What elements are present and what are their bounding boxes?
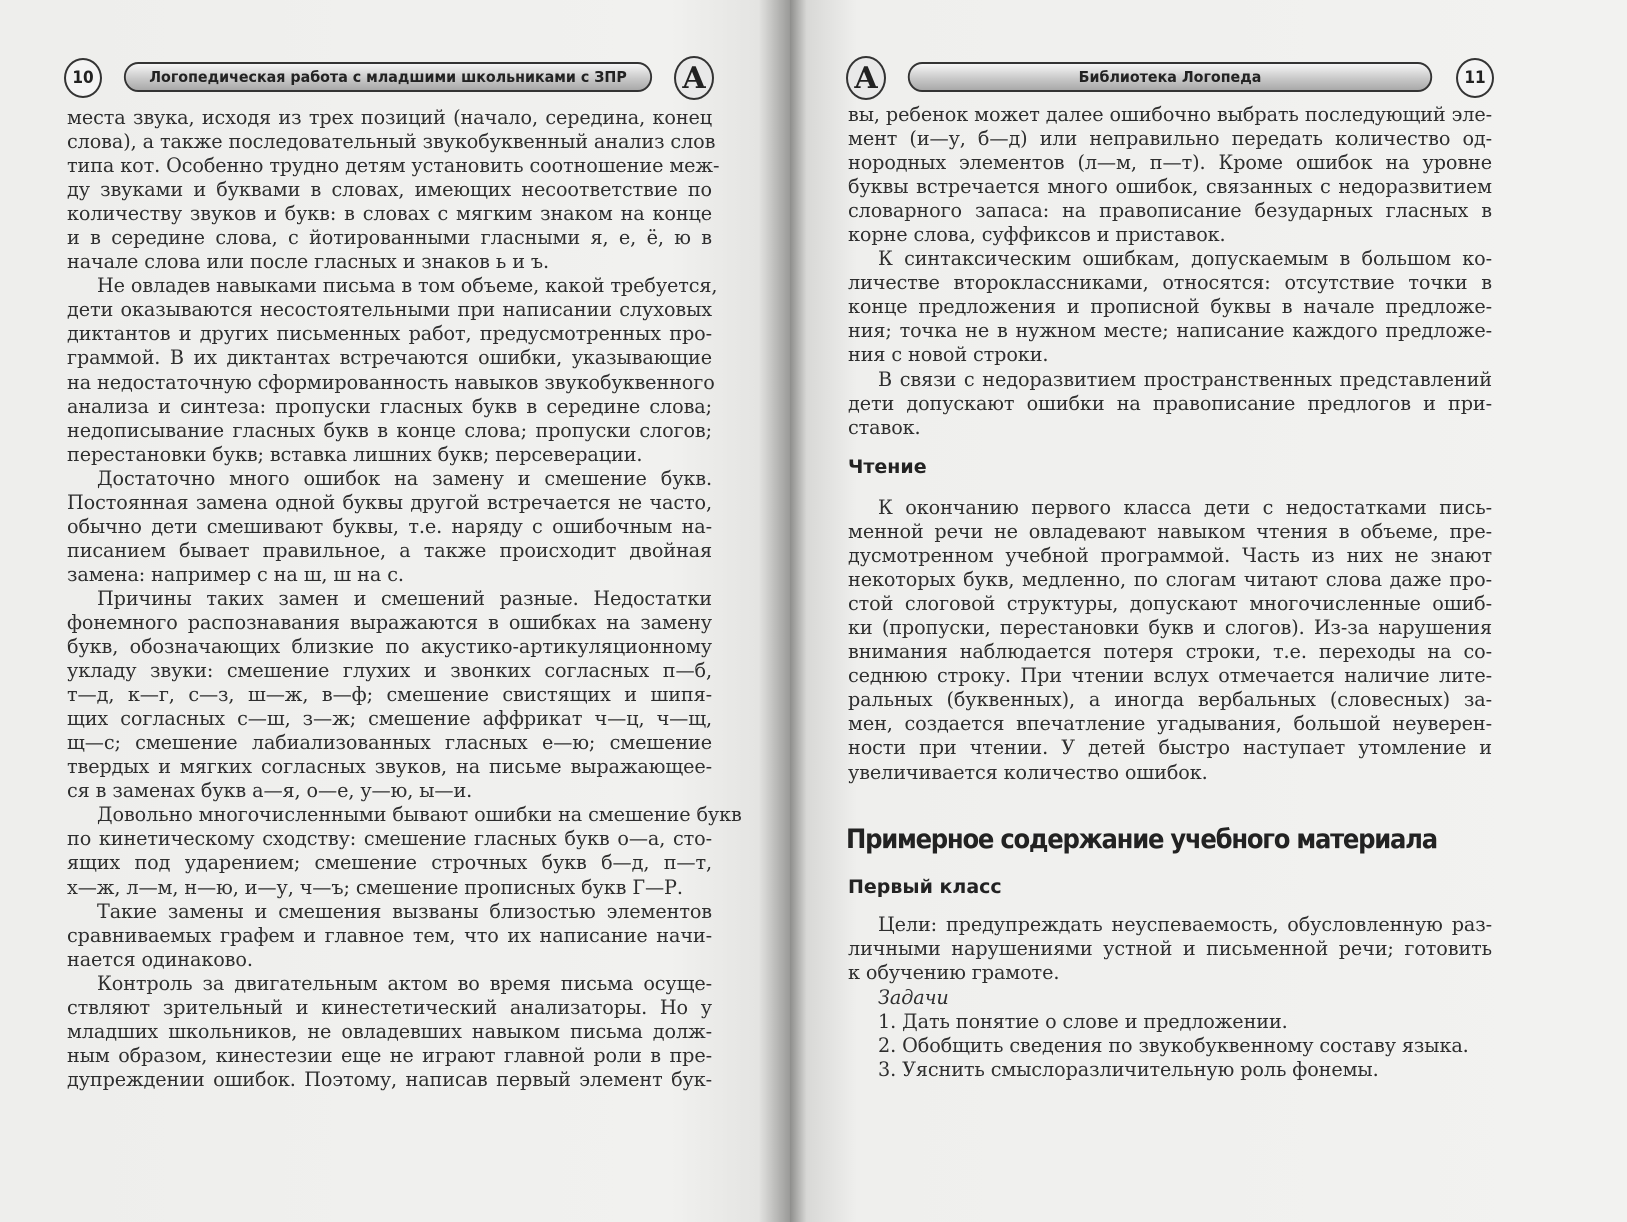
text-line: сравниваемых графем и главное тем, что их написание начи- [67, 923, 712, 947]
text-line: дети допускают ошибки на правописание предлогов и при- [848, 391, 1492, 415]
text-line: Довольно многочисленными бывают ошибки на смешение букв [97, 803, 742, 827]
text-line: дусмотренном учебной программой. Часть из них не знают [848, 544, 1492, 568]
text-line: недописывание гласных букв в конце слова; пропуски слогов; [67, 418, 712, 442]
paragraph [67, 274, 718, 466]
text-line: анализа и синтеза: пропуски гласных букв в середине слова; [67, 394, 712, 418]
task-list-item: 3. Уяснить смыслоразличительную роль фонемы. [878, 1058, 1379, 1082]
text-line: младших школьников, не овладевших навыком письма долж- [67, 1019, 712, 1043]
text-line: перестановки букв; вставка лишних букв; персеверации. [67, 442, 643, 466]
text-line: начале слова или после гласных и знаков ь и ъ. [67, 250, 549, 274]
paragraph [848, 913, 1492, 985]
text-line: буквы встречается много ошибок, связанных с недоразвитием [848, 175, 1492, 199]
running-title: Логопедическая работа с младшими школьниками с ЗПР [124, 62, 652, 92]
text-line: Цели: предупреждать неуспеваемость, обусловленную раз- [878, 913, 1492, 936]
text-line: внимания наблюдается потеря строки, т.е. переходы на со- [848, 640, 1492, 664]
text-line: седнюю строку. При чтении вслух отмечается наличие лите- [848, 664, 1492, 688]
text-line: К синтаксическим ошибкам, допускаемым в большом ко- [878, 247, 1492, 271]
text-line: нородных элементов (л—м, п—т). Кроме ошибок на уровне [848, 151, 1492, 175]
series-logo-icon: A [674, 56, 714, 100]
text-line: ным образом, кинестезии еще не играют главной роли в пре- [67, 1043, 712, 1067]
text-line: корне слова, суффиксов и приставок. [848, 223, 1226, 247]
text-line: типа кот. Особенно трудно детям установить соотношение меж- [67, 154, 720, 178]
page-number: 11 [1456, 58, 1494, 98]
text-line: менной речи не овладевают навыком чтения в объеме, пре- [848, 520, 1492, 544]
section-heading: Примерное содержание учебного материала [846, 824, 1437, 855]
text-line: Такие замены и смешения вызваны близостью элементов [97, 899, 712, 923]
text-line: мент (и—у, б—д) или неправильно передать количество од- [848, 127, 1492, 151]
text-line: ности при чтении. У детей быстро наступает утомление и [848, 736, 1492, 760]
text-line: граммой. В их диктантах встречаются ошибки, указывающие [67, 346, 712, 370]
text-line: фонемного распознавания выражаются в ошибках на замену [67, 610, 712, 634]
text-line: В связи с недоразвитием пространственных представлений [878, 367, 1492, 391]
text-line: букв, обозначающих близкие по акустико-артикуляционному [67, 635, 712, 659]
text-line: т—д, к—г, с—з, ш—ж, в—ф; смешение свистящих и шипя- [67, 683, 712, 707]
paragraph [67, 106, 720, 274]
text-line: Не овладев навыками письма в том объеме, какой требуется, [97, 274, 718, 298]
text-line: ки (пропуски, перестановки букв и слогов). Из-за нарушения [848, 616, 1492, 640]
text-line: Контроль за двигательным актом во время письма осуще- [97, 971, 712, 995]
text-line: К окончанию первого класса дети с недостатками пись- [878, 496, 1492, 519]
task-list-item: 2. Обобщить сведения по звукобуквенному составу языка. [878, 1034, 1469, 1058]
text-line: ставок. [848, 415, 921, 439]
text-line: слова), а также последовательный звукобуквенный анализ слов [67, 130, 716, 154]
text-line: увеличивается количество ошибок. [848, 760, 1208, 784]
text-line: ду звуками и буквами в словах, имеющих несоответствие по [67, 178, 712, 202]
text-line: стой слоговой структуры, допускают многочисленные ошиб- [848, 592, 1492, 616]
right-text-block-1 [848, 103, 1492, 440]
right-text-block-3 [848, 913, 1492, 985]
text-line: щих согласных с—ш, з—ж; смешение аффрикат ч—ц, ч—щ, [67, 707, 712, 731]
paragraph [848, 247, 1492, 367]
paragraph [67, 587, 712, 803]
text-line: личестве второклассниками, относятся: отсутствие точки в [848, 271, 1492, 295]
text-line: ральных (буквенных), а иногда вербальных (словесных) за- [848, 688, 1492, 712]
running-title: Библиотека Логопеда [908, 62, 1432, 92]
text-line: по кинетическому сходству: смешение гласных букв о—а, сто- [67, 827, 712, 851]
text-line: места звука, исходя из трех позиций (начало, середина, конец [67, 106, 712, 129]
text-line: вы, ребенок может далее ошибочно выбрать последующий эле- [848, 103, 1492, 126]
text-line: ния с новой строки. [848, 343, 1049, 367]
text-line: х—ж, л—м, н—ю, и—у, ч—ъ; смешение прописных букв Г—Р. [67, 875, 683, 899]
task-list-item: 1. Дать понятие о слове и предложении. [878, 1010, 1288, 1033]
tasks-list [878, 1010, 1469, 1082]
text-line: Постоянная замена одной буквы другой встречается не часто, [67, 490, 712, 514]
text-line: конце предложения и прописной буквы в начале предложе- [848, 295, 1492, 319]
text-line: некоторых букв, медленно, по слогам читают слова даже про- [848, 568, 1492, 592]
text-line: на недостаточную сформированность навыков звукобуквенного [67, 370, 715, 394]
paragraph [67, 803, 742, 899]
text-line: ствляют зрительный и кинестетический анализаторы. Но у [67, 995, 712, 1019]
left-text-column [67, 106, 742, 1092]
text-line: дети оказываются несостоятельными при написании слуховых [67, 298, 712, 322]
text-line: Причины таких замен и смешений разные. Недостатки [97, 586, 712, 610]
text-line: щ—с; смешение лабиализованных гласных е—ю; смешение [67, 731, 712, 755]
page-number: 10 [64, 58, 102, 98]
text-line: Достаточно много ошибок на замену и смешение букв. [97, 466, 712, 490]
paragraph [67, 467, 712, 587]
right-text-block-2 [848, 496, 1492, 785]
series-logo-icon: A [846, 56, 886, 100]
left-running-header [64, 58, 714, 98]
text-line: обычно дети смешивают буквы, т.е. наряду с ошибочным на- [67, 514, 712, 538]
paragraph [848, 103, 1492, 247]
paragraph [67, 972, 712, 1092]
text-line: твердых и мягких согласных звуков, на письме выражающее- [67, 755, 712, 779]
subsection-heading: Первый класс [848, 876, 1002, 898]
text-line: к обучению грамоте. [848, 961, 1060, 985]
text-line: замена: например с на ш, ш на с. [67, 562, 404, 586]
text-line: ящих под ударением; смешение строчных букв б—д, п—т, [67, 851, 712, 875]
right-page [790, 0, 1627, 1222]
right-running-header [846, 58, 1498, 98]
text-line: и в середине слова, с йотированными гласными я, е, ё, ю в [67, 226, 712, 250]
text-line: личными нарушениями устной и письменной речи; готовить [848, 937, 1492, 961]
tasks-label: Задачи [878, 986, 949, 1009]
paragraph [848, 368, 1492, 440]
reading-heading: Чтение [848, 456, 927, 478]
text-line: мен, создается впечатление угадывания, большой неуверен- [848, 712, 1492, 736]
text-line: укладу звуки: смешение глухих и звонких согласных п—б, [67, 659, 712, 683]
text-line: ния; точка не в нужном месте; написание каждого предложе- [848, 319, 1492, 343]
text-line: писанием бывает правильное, а также происходит двойная [67, 538, 712, 562]
paragraph [67, 900, 712, 972]
text-line: словарного запаса: на правописание безударных гласных в [848, 199, 1492, 223]
text-line: ся в заменах букв а—я, о—е, у—ю, ы—и. [67, 779, 473, 803]
text-line: нается одинаково. [67, 947, 253, 971]
text-line: количеству звуков и букв: в словах с мягким знаком на конце [67, 202, 712, 226]
paragraph [848, 496, 1492, 785]
text-line: диктантов и других письменных работ, предусмотренных про- [67, 322, 712, 346]
left-page [0, 0, 790, 1222]
text-line: дупреждении ошибок. Поэтому, написав первый элемент бук- [67, 1067, 712, 1091]
